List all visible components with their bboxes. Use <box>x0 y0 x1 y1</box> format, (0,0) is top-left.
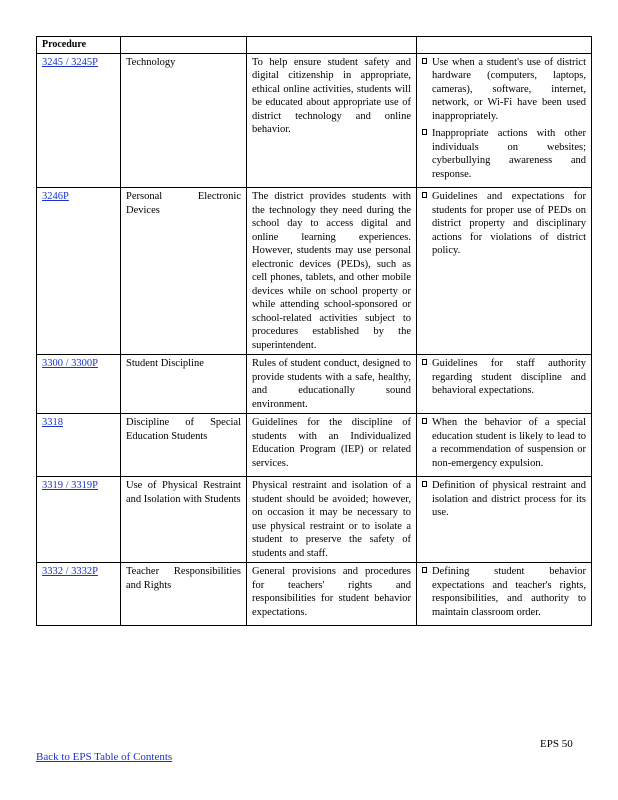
procedure-code-cell <box>37 414 121 477</box>
bullet-box-icon <box>422 129 427 135</box>
table-row <box>37 53 592 188</box>
list-item <box>422 127 586 181</box>
description-cell: Guidelines for the discipline of students with an Individualized Education Program (IEP) or related services. <box>247 414 417 477</box>
topic-cell: Technology <box>121 53 247 188</box>
notes-cell <box>417 477 592 563</box>
list-item <box>422 357 586 398</box>
procedure-link[interactable]: 3318 <box>42 417 63 428</box>
procedure-link[interactable]: 3245 / 3245P <box>42 56 99 68</box>
bullet-text: Definition of physical restraint and isolation and district process for its use. <box>432 480 586 518</box>
header-description <box>247 37 417 54</box>
table-row <box>37 188 592 355</box>
procedure-code-cell <box>37 563 121 626</box>
notes-cell <box>417 355 592 414</box>
table-row <box>37 414 592 477</box>
description-cell: The district provides students with the technology they need during the school day to access digital and online learning experiences. However, students may use personal electronic devices (PEDs), such as cell phones, tablets, and other mobile devices while on school property or while attending school-sponsored or school-related activities subject to procedures established by the superintendent. <box>247 188 417 355</box>
bullet-text: Inappropriate actions with other individuals on websites; cyberbullying awareness and response. <box>432 128 586 180</box>
procedure-code-cell <box>37 355 121 414</box>
header-procedure: Procedure <box>37 37 121 54</box>
back-to-contents-link[interactable]: Back to EPS Table of Contents <box>36 751 173 763</box>
bullet-box-icon <box>422 192 427 198</box>
topic-cell: Use of Physical Restraint and Isolation with Students <box>121 477 247 563</box>
header-notes <box>417 37 592 54</box>
procedure-code-cell <box>37 477 121 563</box>
procedure-code-cell <box>37 188 121 355</box>
bullet-text: Guidelines for staff authority regarding student discipline and behavioral expectations. <box>432 358 586 396</box>
procedure-link[interactable]: 3246P <box>42 191 69 202</box>
topic-cell: Student Discipline <box>121 355 247 414</box>
procedure-code-cell <box>37 53 121 188</box>
bullet-text: When the behavior of a special education student is likely to lead to a recommendation of suspension or non-emergency expulsion. <box>432 417 586 469</box>
bullet-box-icon <box>422 359 427 365</box>
bullet-box-icon <box>422 567 427 573</box>
procedure-table <box>36 36 592 626</box>
description-cell: Physical restraint and isolation of a student should be avoided; however, on occasion it may be necessary to use physical restraint or to isolate a student to preserve the safety of students and staff. <box>247 477 417 563</box>
table-row <box>37 477 592 563</box>
page-number: EPS 50 <box>540 738 573 750</box>
notes-cell <box>417 563 592 626</box>
list-item <box>422 416 586 470</box>
notes-cell <box>417 53 592 188</box>
list-item <box>422 479 586 520</box>
bullet-box-icon <box>422 58 427 64</box>
header-topic <box>121 37 247 54</box>
topic-cell: Teacher Responsibilities and Rights <box>121 563 247 626</box>
procedure-link[interactable]: 3300 / 3300P <box>42 358 99 369</box>
notes-cell <box>417 188 592 355</box>
table-row <box>37 563 592 626</box>
table-row <box>37 355 592 414</box>
description-cell: Rules of student conduct, designed to provide students with a safe, healthy, and educationally sound environment. <box>247 355 417 414</box>
topic-cell: Discipline of Special Education Students <box>121 414 247 477</box>
bullet-box-icon <box>422 481 427 487</box>
procedure-link[interactable]: 3332 / 3332P <box>42 566 99 577</box>
list-item <box>422 190 586 258</box>
list-item <box>422 565 586 619</box>
bullet-text: Use when a student's use of district hardware (computers, laptops, cameras), software, internet, network, or Wi-Fi have been used inappropriately. <box>432 56 586 122</box>
list-item <box>422 56 586 124</box>
bullet-text: Guidelines and expectations for students for proper use of PEDs on district property and disciplinary actions for violations of district policy. <box>432 191 586 256</box>
bullet-box-icon <box>422 418 427 424</box>
topic-cell: Personal Electronic Devices <box>121 188 247 355</box>
table-header-row <box>37 37 592 54</box>
bullet-text: Defining student behavior expectations and teacher's rights, responsibilities, and authority to maintain classroom order. <box>432 566 586 618</box>
procedure-link[interactable]: 3319 / 3319P <box>42 480 99 491</box>
description-cell: To help ensure student safety and digital citizenship in appropriate, ethical online activities, students will be educated about appropriate use of district technology and online behavior. <box>247 53 417 188</box>
description-cell: General provisions and procedures for teachers' rights and responsibilities for student behavior expectations. <box>247 563 417 626</box>
notes-cell <box>417 414 592 477</box>
